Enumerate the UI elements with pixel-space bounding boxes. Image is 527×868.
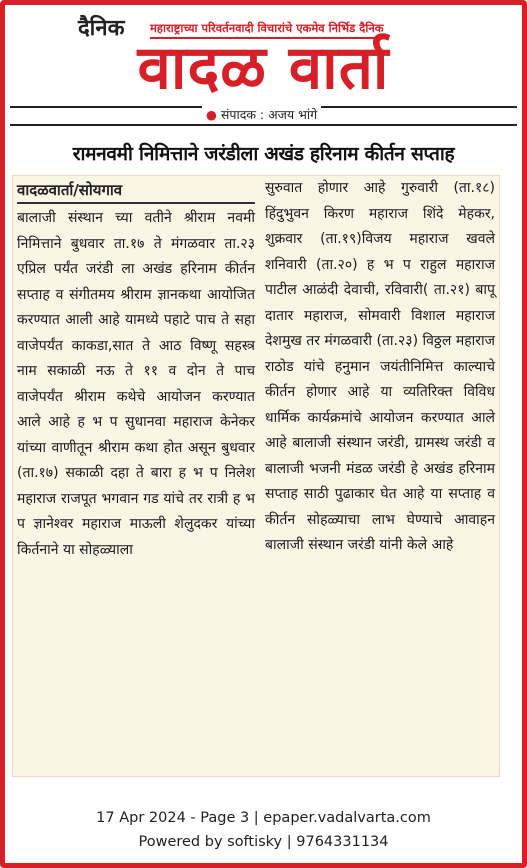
page-footer <box>0 806 527 854</box>
masthead <box>10 10 517 130</box>
article-body-right: सुरुवात होणार आहे गुरुवारी (ता.१८) हिंदुभुवन किरण महाराज शिंदे मेहकर, शुक्रवार (ता.१९)विजय महाराज खवले शनिवारी (ता.२०) ह भ प राहुल महाराज पाटील आळंदी देवाची, रविवारी( ता.२१) बापू दातार महाराज, सोमवारी विशाल महाराज देशमुख तर मंगळवारी (ता.२३) विठ्ठल महाराज राठोड यांचे हनुमान जयंतीनिमित्त काल्याचे कीर्तन होणार आहे या व्यतिरिक्त विविध धार्मिक कार्यक्रमांचे आयोजन करण्यात आले आहे बालाजी संस्थान जरंडी, ग्रामस्थ जरंडी व बालाजी भजनी मंडळ जरंडी हे अखंड हरिनाम सप्ताह साठी पुढाकार घेत आहे या सप्ताह व कीर्तन सोहळ्याचा लाभ घेण्याचे आवाहन बालाजी संस्थान जरंडी यांनी केले आहे <box>265 180 495 553</box>
editor-bar <box>10 106 517 126</box>
masthead-tagline: महाराष्ट्राच्या परिवर्तनवादी विचारांचे एकमेव निर्भिड दैनिक <box>150 21 384 39</box>
newspaper-logo: वादळ वार्ता <box>137 33 390 103</box>
article-dateline: वादळवार्ता/सोयगाव <box>17 180 255 204</box>
article-box <box>12 175 500 777</box>
brand-daily-label: दैनिक <box>78 16 125 41</box>
bullet-icon: ● <box>206 107 217 122</box>
article-column-right <box>265 176 495 559</box>
editor-name: संपादक : अजय भांगे <box>220 107 318 122</box>
article-headline: रामनवमी निमित्ताने जरंडीला अखंड हरिनाम कीर्तन सप्ताह <box>72 143 455 165</box>
editor-line <box>202 106 321 123</box>
article-column-left <box>17 180 255 563</box>
footer-edition-line[interactable]: 17 Apr 2024 - Page 3 | epaper.vadalvarta.com <box>96 810 431 826</box>
article-body-left: बालाजी संस्थान च्या वतीने श्रीराम नवमी निमित्ताने बुधवार ता.१७ ते मंगळवार ता.२३ एप्रिल पर्यंत जरंडी ला अखंड हरिनाम कीर्तन सप्ताह व संगीतमय श्रीराम ज्ञानकथा आयोजित करण्यात आली आहे यामध्ये पहाटे पाच ते सहा वाजेपर्यंत काकडा,सात ते आठ विष्णू सहस्त्र नाम सकाळी नऊ ते ११ व दोन ते पाच वाजेपर्यंत श्रीराम कथेचे आयोजन करण्यात आले आहे ह भ प सुधानवा महाराज केनेकर यांच्या वाणीतून श्रीराम कथा होत असून बुधवार (ता.१७) सकाळी दहा ते बारा ह भ प निलेश महाराज राजपूत भगवान गड यांचे तर रात्री ह भ प ज्ञानेश्वर महाराज माऊली शेलुदकर यांच्या किर्तनाने या सोहळ्याला <box>17 210 255 558</box>
footer-credit-line: Powered by softisky | 9764331134 <box>138 834 389 850</box>
